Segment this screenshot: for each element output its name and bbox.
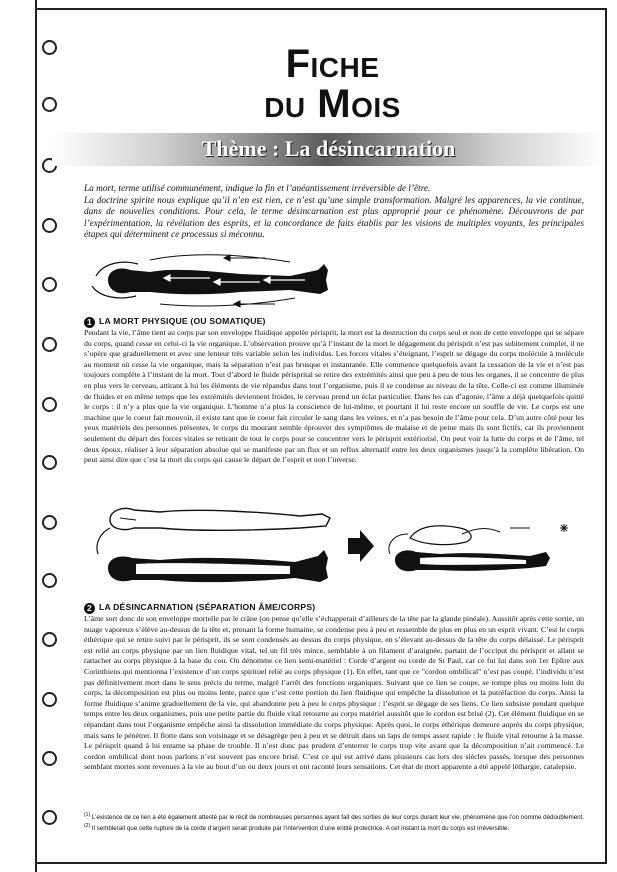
bottom-border: [36, 862, 607, 864]
section-number-1: 1: [84, 317, 95, 328]
section-heading-2: [84, 601, 315, 614]
binder-hole-icon: [42, 337, 57, 352]
footnote-2-mark: (2): [84, 823, 91, 830]
section-heading-1-text: LA MORT PHYSIQUE (OU SOMATIQUE): [99, 316, 266, 326]
section-2-paragraph: L’âme sort donc de son enveloppe mortelle par le crâne (on pense qu’elle s’échapperait d’ailleurs de la tête par la glande pinéale). Aussitôt après cette sortie, un nuage vaporeux s’élève au-dessus de la tête et, prenant la forme humaine, se condense peu à peu et ressemble de plus en plus en un esprit vivant. C’est le corps éthérique qui se retire suivi par le périsprit, ils se sont condensés au dessus du corps physique, en s’élevant au-dessus de la tête du corps délaissé. Le périsprit est relié au corps physique par un lien fluidique vital, tel un fil très mince, semblable à un filament d’araignée, partant de l’occiput du périsprit et allant se rattacher au corps physique à la base du cou. On dénomme ce lien semi-matériel : Corde d’argent ou corde de St Paul, car ce fut lui dans son 1er Epître aux Corinthiens qui mentionna l’existence d’un corps spirituel relié au corps physique (1). En effet, tant que ce "cordon ombilical" n’est pas coupé, l’individu n’est pas définitivement mort dans le sens précis du terme, malgré l’arrêt des fonctions organiques. Suivant que ce lien se coupe, se rompe plus ou moins loin du corps, la décomposition est plus ou moins lente, parce que c’est cette portion du lien fluidique qui empêche la dissolution et la putréfaction du corps. Ainsi la forme fluidique s’anime graduellement de la vie, qui abandonne peu à peu le corps physique : l’esprit se dégage de ses liens. Ce lien subsiste pendant quelque temps entre les deux organismes, puis une petite partie du fluide vital retourne au corps matériel aussitôt que le cordon est brisé (2). Cet élément fluidique en se répandant dans tout l’organisme empêche ainsi la dissolution immédiate du corps physique. Après quoi, le corps éthérique demeure auprès du corps physique, mais sans le pénétrer. Il flotte dans son voisinage et se désagrège peu à peu et se détruit dans un laps de temps assez rapide : le fluide vital retourne à la masse. Le périsprit quand à lui entame sa phase de trouble. Il n’est donc pas prudent d’enterrer le corps trop vite avant que la décomposition n’ait commencé. Le cordon ombilical dont nous parlons n’est souvent pas encore brisé. C’est ce qui est arrivé dans plusieurs cas lors des siècles passés, lorsque des personnes semblant mortes sont revenues à la vie au bout d’un ou deux jours et ont raconté leurs sensations. Cet état de mort apparente a été appelé léthargie, catalepsie.: [84, 614, 584, 772]
theme-banner: [52, 133, 605, 166]
intro-line-2: La doctrine spirite nous explique qu’il n’en est rien, ce n’est qu’une simple transformation. Malgré les apparences, la vie continue, dans de nouvelles conditions. Pour cela, le terme désincarnation est plus approprié pour ce phénomène. Découvrons de par l’expérimentation, la révélation des esprits, et la concordance de faits établis par les visions de multiples voyants, les principales étapes qui déterminent ce processus si méconnu.: [84, 195, 584, 240]
binder-hole-icon: [42, 573, 57, 588]
title-line-1: Fiche: [285, 42, 380, 86]
section-heading-2-text: LA DÉSINCARNATION (SÉPARATION ÂME/CORPS): [99, 602, 316, 612]
title-line-2: du Mois: [264, 82, 401, 126]
binder-hole-icon: [42, 692, 57, 707]
binder-hole-icon: [42, 277, 57, 292]
footnote-1-text: L’existence de ce lien a été également attesté par le récit de nombreuses personnes ayant fait des sorties de leur corps durant leur vie, phénomène que l’on nomme dédoublement.: [91, 814, 584, 822]
right-border: [605, 8, 607, 864]
section-heading-1: [84, 315, 266, 328]
footnote-1: [84, 811, 584, 822]
binder-hole-icon: [42, 97, 57, 112]
binder-hole-icon: [42, 40, 57, 55]
binder-hole-icon: [42, 632, 57, 647]
footnotes: [84, 811, 584, 834]
section-number-2: 2: [84, 603, 95, 614]
binder-hole-icon: [42, 810, 57, 825]
arrow-right-icon: [348, 530, 374, 562]
binder-hole-icon: [42, 515, 57, 530]
section-2-body: [84, 614, 584, 773]
binder-margin-line: [35, 0, 38, 872]
binder-hole-icon: [42, 751, 57, 766]
footnote-2-text: Il semblerait que cette rupture de la corde d’argent serait produite par l’intervention d’une entité protectrice. A cet instant la mort du corps est irréversible.: [91, 825, 510, 833]
lying-body-illustration: [90, 246, 350, 310]
top-border: [36, 8, 607, 10]
intro-paragraph: [84, 184, 584, 242]
theme-title: Thème : La désincarnation: [201, 136, 456, 161]
section-1-paragraph: Pendant la vie, l’âme tient au corps par son enveloppe fluidique appelée périsprit, la mort est la destruction du corps seul et non de cette enveloppe qui se sépare du corps, quand cesse en celui-ci la vie organique. L’observation prouve qu’à l’instant de la mort le dégagement du périsprit n’est pas subitement complet, il ne s’opère que graduellement et avec une lenteur très variable selon les individus. Les forces vitales s’éteignant, l’esprit se dégage du corps molécule à molécule au moment où cesse la vie organique, mais la séparation n’est pas brusque et instantanée. Elle commence quelquefois avant la cessation de la vie et n’est pas toujours complète à l’instant de la mort. Tout d’abord le fluide périsprital se retire des extrémités ainsi que peu à peu de tous les organes, il se concentre de plus en plus vers le cerveau, attirant à lui les éléments de vie répandus dans tout l’organisme, puis il se condense au niveau de la tête. Celle-ci est comme illuminée de fluides et en même temps que les extrémités deviennent froides, le cerveau prend un éclat particulier. Dans les cas d’agonie, l’âme a déjà quelquefois quitté le corps : il n’y a plus que la vie organique. L’homme n’a plus la conscience de lui-même, et pourtant il lui reste encore un souffle de vie. Le corps est une machine que le coeur fait mouvoir, il existe tant que le coeur fait circuler le sang dans les veines, et n’a pas besoin de l’âme pour cela. D’un autre côté pour les yeux matériels des personnes présentes, le corps du mourant semble éprouver des symptômes de malaise et de peine mais ils sont fictifs, car ils proviennent seulement du départ des forces vitales se retirant de tout le corps pour se concentrer vers le périsprit extériorisé. On peut voir la lutte du corps et de l’âme, tel deux époux, réaliser à leur séparation absolue qui se manifeste par un flux et un reflux alternatif entre les deux organismes jusqu’à la complète libération. On peut ainsi dire que c’est la mort du corps qui cause le départ de l’esprit et non l’inverse.: [84, 328, 584, 465]
intro-line-1: La mort, terme utilisé communément, indique la fin et l’anéantissement irréversible de l’être.: [84, 184, 431, 194]
footnote-2: [84, 822, 584, 833]
separation-illustration: [90, 494, 590, 594]
page-title: [60, 44, 605, 124]
section-1-body: [84, 328, 584, 466]
footnote-1-mark: (1): [84, 812, 91, 818]
binder-hole-icon: [42, 397, 57, 412]
binder-hole-icon: [42, 455, 57, 470]
binder-hole-icon: [42, 218, 57, 233]
